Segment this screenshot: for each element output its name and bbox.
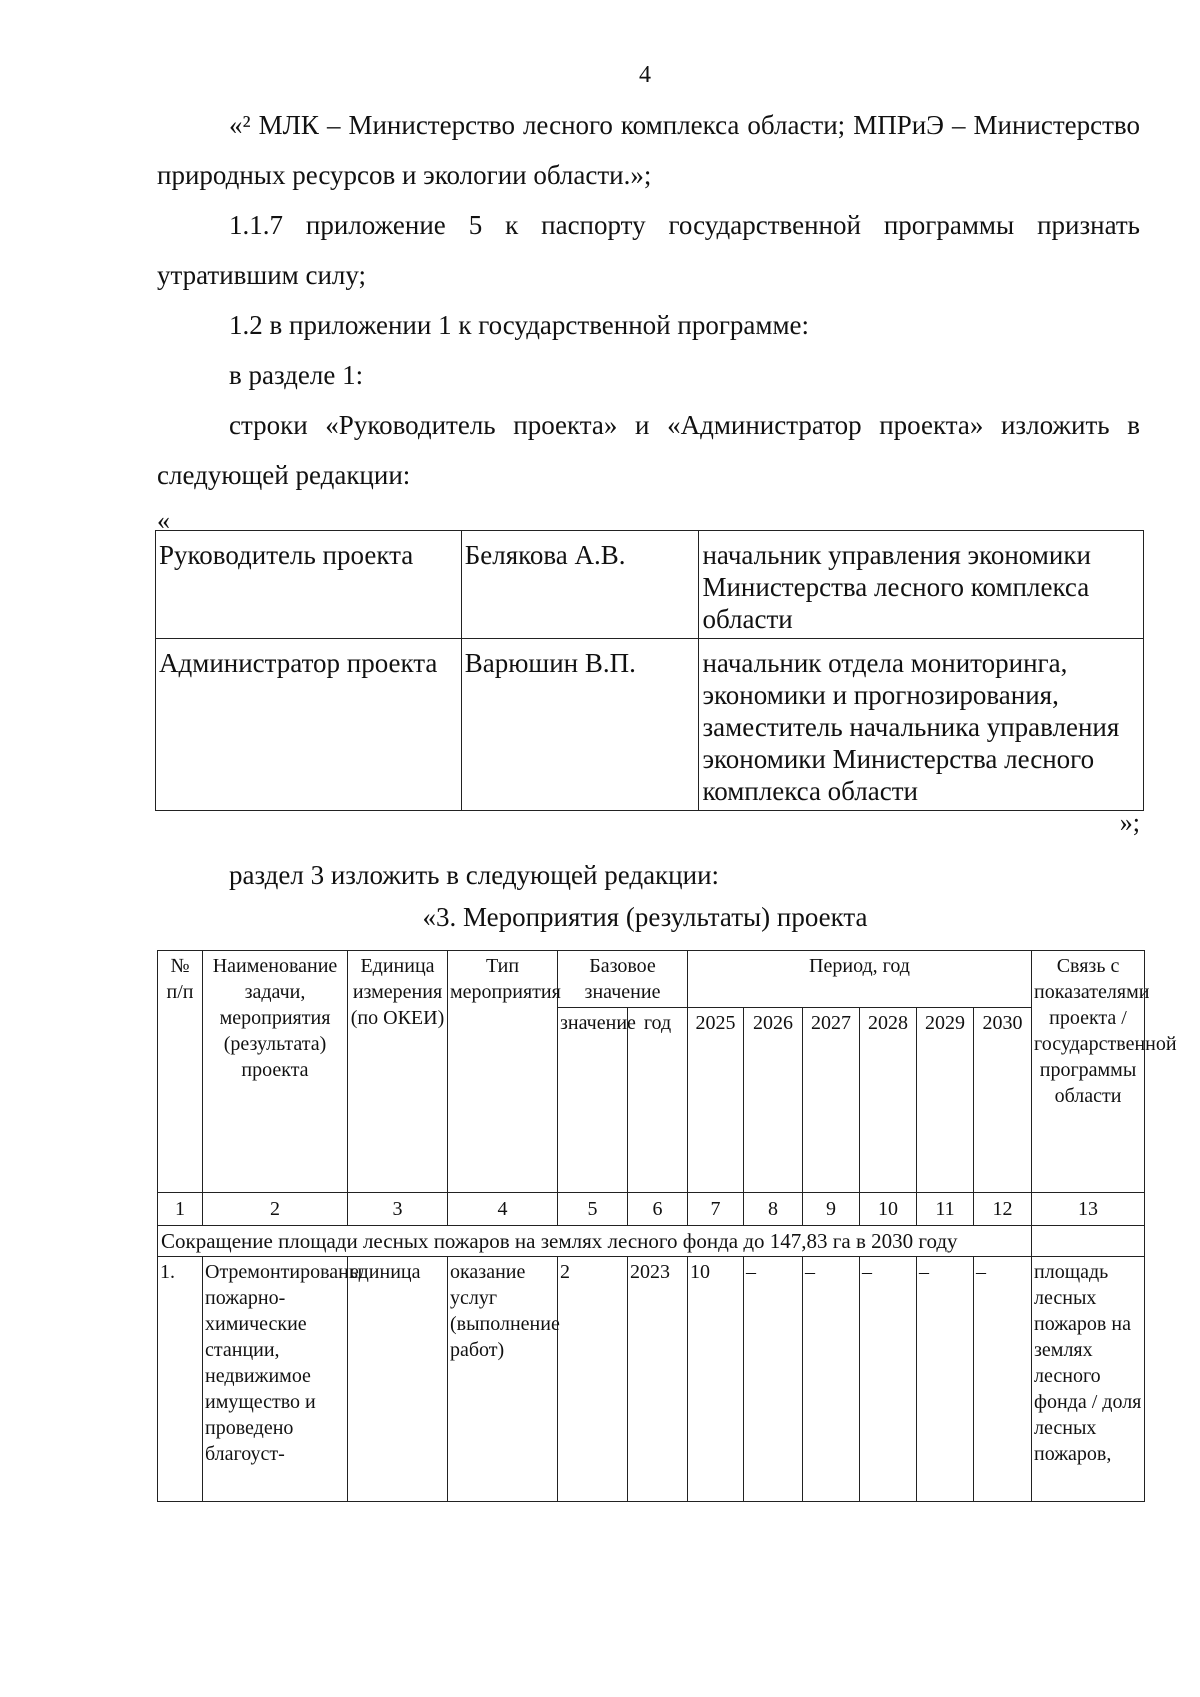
col-num: 6 bbox=[628, 1193, 688, 1226]
name-cell: Белякова А.В. bbox=[461, 531, 699, 639]
task-row bbox=[158, 1226, 1145, 1257]
header-base: Базовое значение bbox=[558, 951, 688, 1008]
task-description: Сокращение площади лесных пожаров на землях лесного фонда до 147,83 га в 2030 году bbox=[158, 1226, 1032, 1257]
task-empty-cell bbox=[1032, 1226, 1145, 1257]
name-cell: Варюшин В.П. bbox=[461, 639, 699, 811]
header-link: Связь с показателями проекта / государственной программы области bbox=[1032, 951, 1145, 1193]
col-num: 1 bbox=[158, 1193, 203, 1226]
events-table bbox=[157, 950, 1177, 1502]
paragraph-annex-1: 1.2 в приложении 1 к государственной программе: bbox=[229, 310, 810, 340]
row-year-2025: 10 bbox=[688, 1257, 744, 1502]
header-year-2030: 2030 bbox=[974, 1008, 1032, 1193]
col-num: 13 bbox=[1032, 1193, 1145, 1226]
role-cell: Администратор проекта bbox=[156, 639, 462, 811]
paragraph-annex-5: 1.1.7 приложение 5 к паспорту государственной программы признать утратившим силу; bbox=[157, 210, 1140, 290]
header-type: Тип мероприятия bbox=[448, 951, 558, 1193]
row-unit: единица bbox=[348, 1257, 448, 1502]
paragraph-section-1: в разделе 1: bbox=[229, 360, 364, 390]
header-base-year: год bbox=[628, 1008, 688, 1193]
table-row bbox=[158, 1257, 1145, 1502]
roles-table bbox=[155, 530, 1144, 811]
header-year-2026: 2026 bbox=[744, 1008, 803, 1193]
col-num: 9 bbox=[803, 1193, 860, 1226]
column-number-row bbox=[158, 1193, 1145, 1226]
col-num: 5 bbox=[558, 1193, 628, 1226]
row-link: площадь лесных пожаров на землях лесного фонда / доля лесных пожаров, bbox=[1032, 1257, 1145, 1502]
header-year-2025: 2025 bbox=[688, 1008, 744, 1193]
page-number: 4 bbox=[639, 62, 651, 88]
row-year-2030: – bbox=[974, 1257, 1032, 1502]
col-num: 3 bbox=[348, 1193, 448, 1226]
row-year-2028: – bbox=[860, 1257, 917, 1502]
row-year-2026: – bbox=[744, 1257, 803, 1502]
col-num: 10 bbox=[860, 1193, 917, 1226]
col-num: 7 bbox=[688, 1193, 744, 1226]
header-year-2027: 2027 bbox=[803, 1008, 860, 1193]
table-row bbox=[156, 531, 1144, 639]
header-year-2028: 2028 bbox=[860, 1008, 917, 1193]
closing-quote: »; bbox=[1119, 808, 1140, 837]
row-year-2029: – bbox=[917, 1257, 974, 1502]
header-name: Наименование задачи, мероприятия (результата) проекта bbox=[203, 951, 348, 1193]
table-row bbox=[156, 639, 1144, 811]
col-num: 8 bbox=[744, 1193, 803, 1226]
header-unit: Единица измерения (по ОКЕИ) bbox=[348, 951, 448, 1193]
col-num: 12 bbox=[974, 1193, 1032, 1226]
position-cell: начальник управления экономики Министерства лесного комплекса области bbox=[699, 531, 1144, 639]
paragraph-footnote: «² МЛК – Министерство лесного комплекса области; МПРиЭ – Министерство природных ресурсов и экологии области.»; bbox=[157, 110, 1140, 190]
paragraph-rows-edit: строки «Руководитель проекта» и «Администратор проекта» изложить в следующей редакции: bbox=[157, 410, 1140, 490]
role-cell: Руководитель проекта bbox=[156, 531, 462, 639]
section-title: «3. Мероприятия (результаты) проекта bbox=[422, 902, 868, 932]
paragraph-section-3: раздел 3 изложить в следующей редакции: bbox=[229, 860, 720, 890]
header-year-2029: 2029 bbox=[917, 1008, 974, 1193]
header-row bbox=[158, 951, 1145, 1008]
col-num: 2 bbox=[203, 1193, 348, 1226]
row-num: 1. bbox=[158, 1257, 203, 1502]
row-year-2027: – bbox=[803, 1257, 860, 1502]
row-name: Отремонтированы пожарно-химические станции, недвижимое имущество и проведено благоуст- bbox=[203, 1257, 348, 1502]
header-period: Период, год bbox=[688, 951, 1032, 1008]
opening-quote: « bbox=[157, 506, 170, 535]
row-base-year: 2023 bbox=[628, 1257, 688, 1502]
row-base-value: 2 bbox=[558, 1257, 628, 1502]
col-num: 4 bbox=[448, 1193, 558, 1226]
row-type: оказание услуг (выполнение работ) bbox=[448, 1257, 558, 1502]
position-cell: начальник отдела мониторинга, экономики и прогнозирования, заместитель начальника управления экономики Министерства лесного комплекса области bbox=[699, 639, 1144, 811]
header-num: № п/п bbox=[158, 951, 203, 1193]
header-base-value: значение bbox=[558, 1008, 628, 1193]
col-num: 11 bbox=[917, 1193, 974, 1226]
